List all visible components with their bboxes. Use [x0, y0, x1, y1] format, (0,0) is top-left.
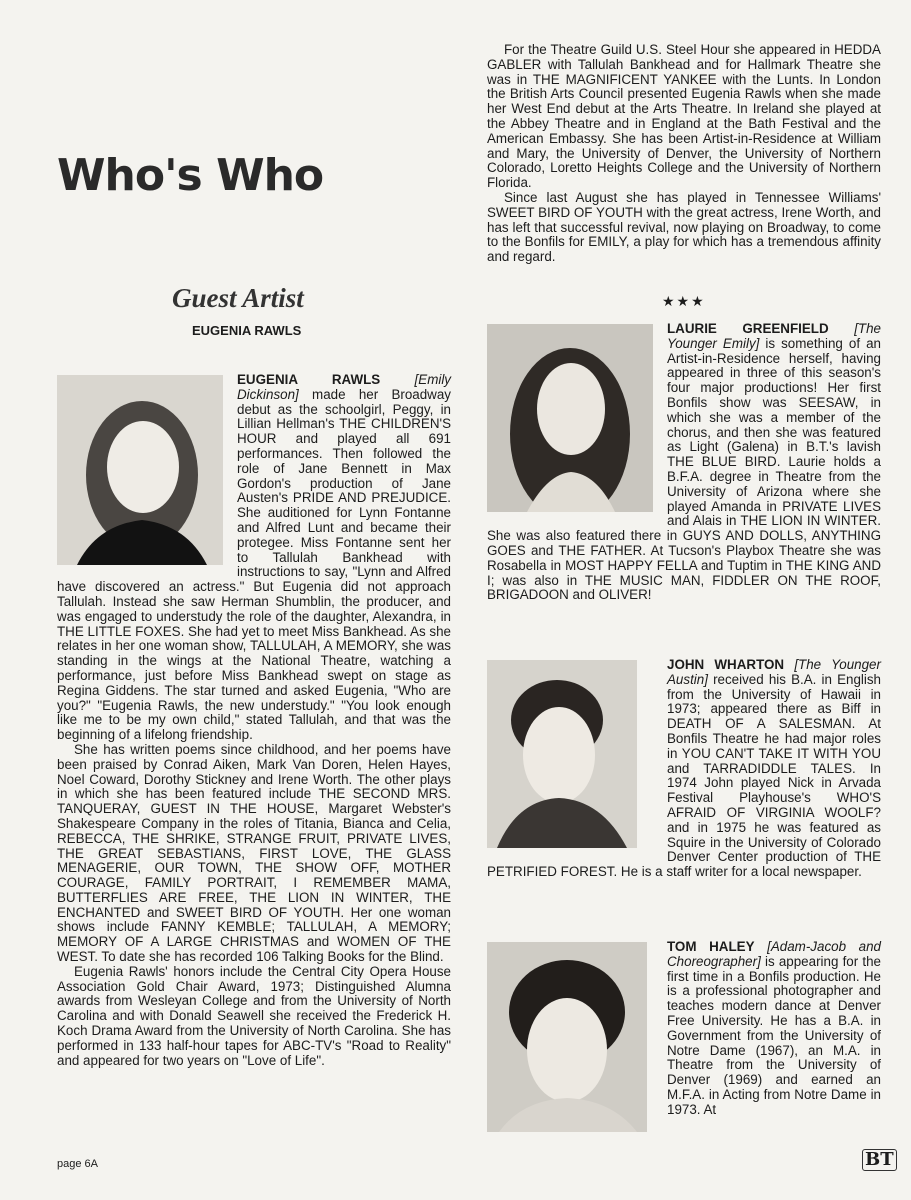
greenfield-role: [The Younger Emily]: [667, 321, 881, 351]
greenfield-photo: [487, 324, 653, 512]
page-number: page 6A: [57, 1158, 98, 1170]
section-divider-stars: ★★★: [662, 293, 706, 309]
wharton-bio: [487, 658, 881, 880]
portrait-icon: [57, 375, 223, 565]
haley-text: is appearing for the first time in a Bonfils production. He is a professional photographer and teaches modern dance at Denver Free University. He has a B.A. in Government from the University of Notre Dame (1967), an M.A. in Theatre from the University of Denver (1969) and earned an M.F.A. in Acting from Notre Dame in 1973. At: [667, 953, 881, 1117]
haley-bio: [487, 940, 881, 1136]
wharton-photo: [487, 660, 637, 848]
rawls-paragraph-2: She has written poems since childhood, and her poems have been praised by Conrad Aiken, Mark Van Doren, Helen Hayes, Noel Coward, Dorothy Stickney and Irene Worth. The other plays in which she has been featured include THE SECOND MRS. TANQUERAY, GUEST IN THE HOUSE, Margaret Webster's Shakespeare Company in the roles of Titania, Bianca and Celia, REBECCA, THE SHRIKE, STRANGE FRUIT, PRIVATE LIVES, THE GREAT SEBASTIANS, FIRST LOVE, THE GLASS MENAGERIE, OUR TOWN, THE SHOW OFF, MOTHER COURAGE, FAMILY PORTRAIT, I REMEMBER MAMA, BUTTERFLIES ARE FREE, THE LION IN WINTER, THE ENCHANTED and SWEET BIRD OF YOUTH. Her one woman shows include FANNY KEMBLE; TALLULAH, A MEMORY; MEMORY OF A LARGE CHRISTMAS and WOMEN OF THE WEST. To date she has recorded 106 Talking Books for the Blind.: [57, 741, 451, 965]
haley-name: TOM HALEY: [667, 939, 755, 954]
rawls-name: EUGENIA RAWLS: [237, 372, 381, 387]
greenfield-text: is something of an Artist-in-Residence herself, having appeared in three of this season's four major productions! Her first Bonfils show was SEESAW, in which she was a member of the chorus, and then she was featured as Light (Galena) in B.T.'s lavish THE BLUE BIRD. Laurie holds a B.F.A. degree in Theatre from the University of Arizona where she played Amanda in PRIVATE LIVES and Alais in THE LION IN WINTER. She was also featured there in GUYS AND DOLLS, ANYTHING GOES and THE FATHER. At Tucson's Playbox Theatre she was Rosabella in MOST HAPPY FELLA and Tuptim in THE KING AND I; was also in THE MUSIC MAN, FIDDLER ON THE ROOF, BRIGADOON and OLIVER!: [487, 335, 881, 603]
guest-artist-name: EUGENIA RAWLS: [192, 323, 302, 338]
rawls-bio: [57, 373, 451, 1068]
section-heading: Guest Artist: [172, 283, 304, 313]
portrait-icon: [487, 942, 647, 1132]
rawls-photo: [57, 375, 223, 565]
rawls-paragraph-5: Since last August she has played in Tennessee Williams' SWEET BIRD OF YOUTH with the great actress, Irene Worth, and has left that successful revival, now playing on Broadway, to come to the Bonfils for EMILY, a play for which has a tremendous affinity and regard.: [487, 189, 881, 265]
wharton-name: JOHN WHARTON: [667, 657, 785, 672]
rawls-role: [Emily Dickinson]: [237, 372, 451, 402]
haley-photo: [487, 942, 647, 1132]
greenfield-bio: [487, 322, 881, 603]
wharton-role: [The Younger Austin]: [667, 657, 881, 687]
rawls-paragraph-3: Eugenia Rawls' honors include the Central City Opera House Association Gold Chair Award, 1973; Distinguished Alumna awards from Wesleyan College and from the University of North Carolina and with Donald Seawell she received the Frederick H. Koch Drama Award from the University of North Carolina. She has performed in 133 half-hour tapes for ABC-TV's "Road to Reality" and appeared for two years on "Love of Life".: [57, 963, 451, 1068]
greenfield-name: LAURIE GREENFIELD: [667, 321, 829, 336]
rawls-paragraph-4: For the Theatre Guild U.S. Steel Hour she appeared in HEDDA GABLER with Tallulah Bankhead and for Hallmark Theatre she was in THE MAGNIFICENT YANKEE with the Lunts. In London the British Arts Council presented Eugenia Rawls when she made her West End debut at the Arts Theatre. In Ireland she played at the Abbey Theatre and in England at the Bath Festival and the American Embassy. She has been Artist-in-Residence at William and Mary, the University of Denver, the University of Northern Colorado, Loretto Heights College and the University of Northern Florida.: [487, 42, 881, 191]
wharton-text: received his B.A. in English from the University of Hawaii in 1973; appeared there as Biff in DEATH OF A SALESMAN. At Bonfils Theatre he had major roles in YOU CAN'T TAKE IT WITH YOU and TARRADIDDLE TALES. In 1974 John played Nick in Arvada Festival Playhouse's WHO'S AFRAID OF VIRGINIA WOOLF? and in 1975 he was featured as Squire in the University of Colorado Denver Center production of THE PETRIFIED FOREST. He is a staff writer for a local newspaper.: [487, 671, 881, 880]
bt-logo: BT: [862, 1149, 897, 1171]
rawls-bio-continued: [487, 43, 881, 265]
portrait-icon: [487, 324, 653, 512]
rawls-paragraph-1: made her Broadway debut as the schoolgirl, Peggy, in Lillian Hellman's THE CHILDREN'S HOUR and played all 691 performances. Then followed the role of Jane Bennett in Max Gordon's production of Jane Austen's PRIDE AND PREJUDICE. She auditioned for Lynn Fontanne and Alfred Lunt and became their protegee. Miss Fontanne sent her to Tallulah Bankhead with instructions to say, "Lynn and Alfred have discovered an actress." But Eugenia did not approach Tallulah. Instead she saw Herman Shumblin, the producer, and was engaged to understudy the role of the daughter, Alexandra, in THE LITTLE FOXES. She had yet to meet Miss Bankhead. As she relates in her one woman show, TALLULAH, A MEMORY, she was standing in the wings at the National Theatre, watching a performance, just before Miss Bankhead swept on stage as Regina Giddens. The star turned and asked Eugenia, "Who are you?" "Eugenia Rawls, the new understudy." "You look enough like me to be my own child," stated Tallulah, and that was the beginning of a lifelong friendship.: [57, 386, 451, 743]
haley-role: [Adam-Jacob and Choreographer]: [667, 939, 881, 969]
portrait-icon: [487, 660, 637, 848]
page-title: Who's Who: [57, 150, 324, 201]
